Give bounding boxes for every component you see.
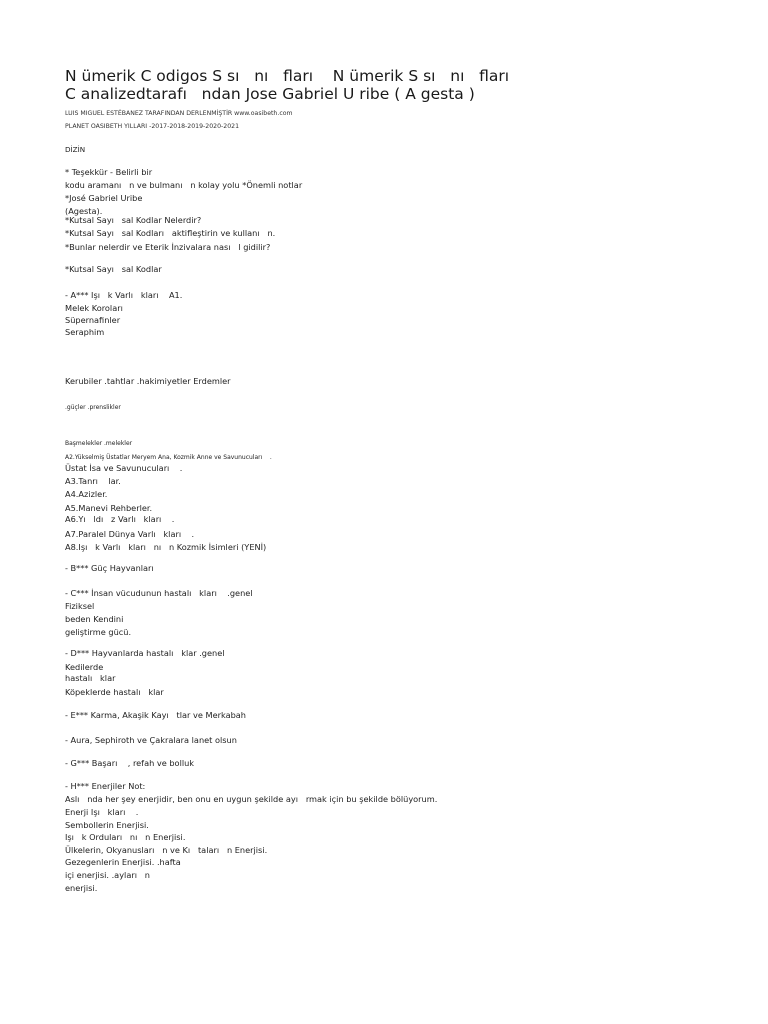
text-line: Fiziksel (65, 601, 95, 611)
text-line: - H*** Enerjiler Not: (65, 781, 146, 791)
text-line: - B*** Güç Hayvanları (65, 563, 154, 573)
text-line: A6.Yı ldı z Varlı kları . (65, 514, 175, 524)
text-line: *Kutsal Sayı sal Kodlar (65, 264, 162, 274)
text-line: Gezegenlerin Enerjisi. .hafta (65, 857, 181, 867)
text-line: Kerubiler .tahtlar .hakimiyetler Erdemler (65, 376, 231, 386)
text-line: - E*** Karma, Akaşik Kayı tlar ve Merkabah (65, 710, 246, 720)
text-line: *Kutsal Sayı sal Kodlar Nelerdir? (65, 215, 202, 225)
text-line: - D*** Hayvanlarda hastalı klar .genel (65, 648, 225, 658)
text-line: (Agesta). (65, 206, 103, 216)
text-line: A4.Azizler. (65, 489, 108, 499)
text-line: Enerji Işı kları . (65, 807, 139, 817)
text-line: *Kutsal Sayı sal Kodları aktifleştirin ve kullanı n. (65, 228, 276, 238)
text-line: Seraphim (65, 327, 105, 337)
text-line: *José Gabriel Uribe (65, 193, 143, 203)
document-title-line-2: C analizedtarafı ndan Jose Gabriel U ribe ( A gesta ) (65, 85, 475, 103)
text-line: Aslı nda her şey enerjidir, ben onu en uygun şekilde ayı rmak için bu şekilde bölüyorum. (65, 794, 438, 804)
index-heading: DİZİN (65, 145, 86, 154)
text-line: - Aura, Sephiroth ve Çakralara lanet olsun (65, 735, 237, 745)
text-line: A2.Yükselmiş Üstatlar Meryem Ana, Kozmik Anne ve Savunucuları . (65, 454, 272, 461)
text-line: Kedilerde (65, 662, 104, 672)
text-line: geliştirme gücü. (65, 627, 132, 637)
text-line: enerjisi. (65, 883, 98, 893)
text-line: Başmelekler .melekler (65, 440, 133, 447)
compiler-credit-line: LUIS MIGUEL ESTÉBANEZ TARAFINDAN DERLENMİŞTİR www.oasibeth.com (65, 110, 293, 117)
text-line: kodu aramanı n ve bulmanı n kolay yolu *Önemli notlar (65, 180, 303, 190)
text-line: A7.Paralel Dünya Varlı kları . (65, 529, 195, 539)
text-line: - A*** Işı k Varlı kları A1. (65, 290, 183, 300)
text-line: .güçler .prenslikler (65, 404, 121, 411)
text-line: Işı k Orduları nı n Enerjisi. (65, 832, 186, 842)
text-line: Ülkelerin, Okyanusları n ve Kı taları n Enerjisi. (65, 845, 268, 855)
text-line: hastalı klar (65, 673, 116, 683)
years-line: PLANET OASIBETH YILLARI -2017-2018-2019-2020-2021 (65, 123, 239, 130)
text-line: - C*** İnsan vücudunun hastalı kları .genel (65, 588, 253, 598)
text-line: A3.Tanrı lar. (65, 476, 121, 486)
text-line: Melek Koroları (65, 303, 123, 313)
text-line: beden Kendini (65, 614, 124, 624)
document-title-line-1: N ümerik C odigos S sı nı fları N ümerik S sı nı fları (65, 67, 510, 85)
text-line: A5.Manevi Rehberler. (65, 503, 153, 513)
text-line: - G*** Başarı , refah ve bolluk (65, 758, 195, 768)
text-line: içi enerjisi. .ayları n (65, 870, 150, 880)
text-line: Süpernafinler (65, 315, 121, 325)
text-line: * Teşekkür - Belirli bir (65, 167, 153, 177)
text-line: Köpeklerde hastalı klar (65, 687, 164, 697)
text-line: *Bunlar nelerdir ve Eterik İnzivalara nası l gidilir? (65, 242, 271, 252)
text-line: Sembollerin Enerjisi. (65, 820, 149, 830)
text-line: A8.Işı k Varlı kları nı n Kozmik İsimleri (YENİ) (65, 542, 267, 552)
text-line: Üstat İsa ve Savunucuları . (65, 463, 183, 473)
